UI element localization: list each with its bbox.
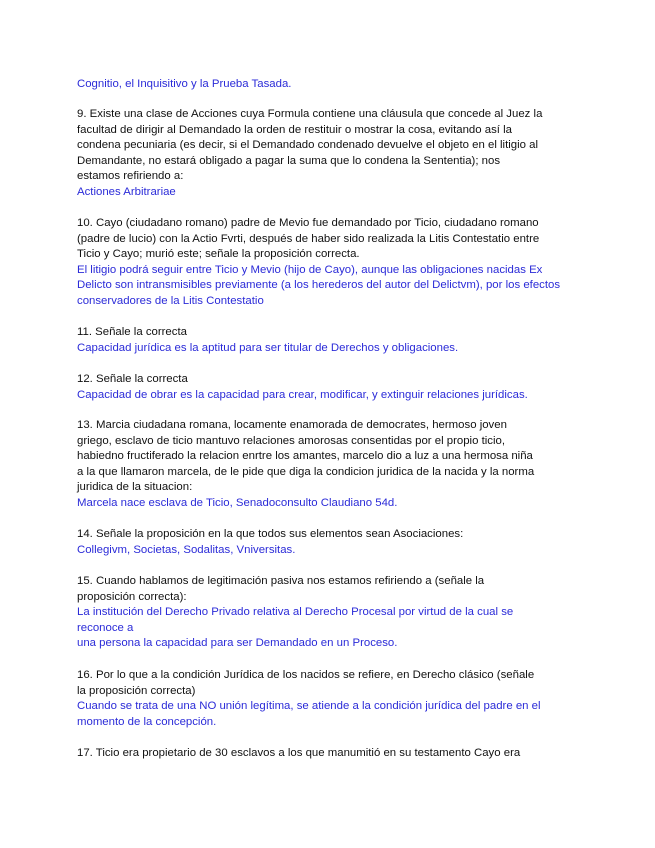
question-15 xyxy=(77,574,582,652)
question-10 xyxy=(77,216,582,310)
question-line: juridica de la situacion: xyxy=(77,481,193,494)
question-line: 11. Señale la correcta xyxy=(77,326,187,338)
question-9 xyxy=(77,107,582,201)
question-13 xyxy=(77,418,582,512)
answer-line: Cuando se trata de una NO unión legítima, se atiende a la condición jurídica del padre en el xyxy=(77,700,541,713)
question-16 xyxy=(77,668,582,730)
answer-line: Capacidad de obrar es la capacidad para crear, modificar, y extinguir relaciones jurídicas. xyxy=(77,388,528,401)
question-line: Demandante, no estará obligado a pagar la suma que lo condena la Sententia); nos xyxy=(77,154,501,167)
question-14 xyxy=(77,527,582,558)
question-17 xyxy=(77,746,582,762)
answer-line: reconoce a xyxy=(77,621,134,634)
question-line: 14. Señale la proposición en la que todos sus elementos sean Asociaciones: xyxy=(77,528,464,540)
question-line: 12. Señale la correcta xyxy=(77,373,188,385)
answer-line: una persona la capacidad para ser Demandado en un Proceso. xyxy=(77,637,398,650)
question-12 xyxy=(77,372,582,403)
question-line: griego, esclavo de ticio mantuvo relaciones amorosas consentidas por el propio ticio, xyxy=(77,434,506,447)
question-line: 9. Existe una clase de Acciones cuya Formula contiene una cláusula que concede al Juez la xyxy=(77,108,543,120)
answer-line: El litigio podrá seguir entre Ticio y Mevio (hijo de Cayo), aunque las obligaciones nacidas Ex xyxy=(77,263,543,276)
question-line: 10. Cayo (ciudadano romano) padre de Mevio fue demandado por Ticio, ciudadano romano xyxy=(77,217,539,229)
answer-line: Actiones Arbitrariae xyxy=(77,185,176,198)
answer-line: Marcela nace esclava de Ticio, Senadoconsulto Claudiano 54d. xyxy=(77,496,398,509)
answer-line: Delicto son intransmisibles previamente (a los herederos del autor del Delictvm), por los efectos xyxy=(77,279,561,292)
answer-line: Cognitio, el Inquisitivo y la Prueba Tasada. xyxy=(77,78,292,90)
question-line: (padre de lucio) con la Actio Fvrti, después de haber sido realizada la Litis Contestatio entre xyxy=(77,232,540,245)
answer-line: La institución del Derecho Privado relativa al Derecho Procesal por virtud de la cual se xyxy=(77,606,514,619)
question-line: 16. Por lo que a la condición Jurídica de los nacidos se refiere, en Derecho clásico (señale xyxy=(77,669,535,681)
answer-line: momento de la concepción. xyxy=(77,715,217,728)
question-line: estamos refiriendo a: xyxy=(77,170,184,183)
answer-line: Collegivm, Societas, Sodalitas, Vniversitas. xyxy=(77,543,296,556)
question-line: a la que llamaron marcela, de le pide que diga la condicion juridica de la nacida y la norma xyxy=(77,465,535,478)
question-line: condena pecuniaria (es decir, si el Demandado condenado devuelve el objeto en el litigio al xyxy=(77,139,538,152)
question-11 xyxy=(77,325,582,356)
answer-line: conservadores de la Litis Contestatio xyxy=(77,294,264,307)
question-line: 17. Ticio era propietario de 30 esclavos a los que manumitió en su testamento Cayo era xyxy=(77,747,521,759)
question-line: Ticio y Cayo; murió este; señale la proposición correcta. xyxy=(77,248,360,261)
question-line: habiedno fructiferado la relacion enrtre los amantes, marcelo dio a luz a una hermosa niña xyxy=(77,450,533,463)
question-line: 15. Cuando hablamos de legitimación pasiva nos estamos refiriendo a (señale la xyxy=(77,575,485,587)
question-line: la proposición correcta) xyxy=(77,684,196,697)
question-line: 13. Marcia ciudadana romana, locamente enamorada de democrates, hermoso joven xyxy=(77,419,507,431)
answer-line: Capacidad jurídica es la aptitud para ser titular de Derechos y obligaciones. xyxy=(77,341,459,354)
question-line: facultad de dirigir al Demandado la orden de restituir o mostrar la cosa, evitando así la xyxy=(77,123,512,136)
question-line: proposición correcta): xyxy=(77,590,187,603)
carryover-answer xyxy=(77,77,582,93)
